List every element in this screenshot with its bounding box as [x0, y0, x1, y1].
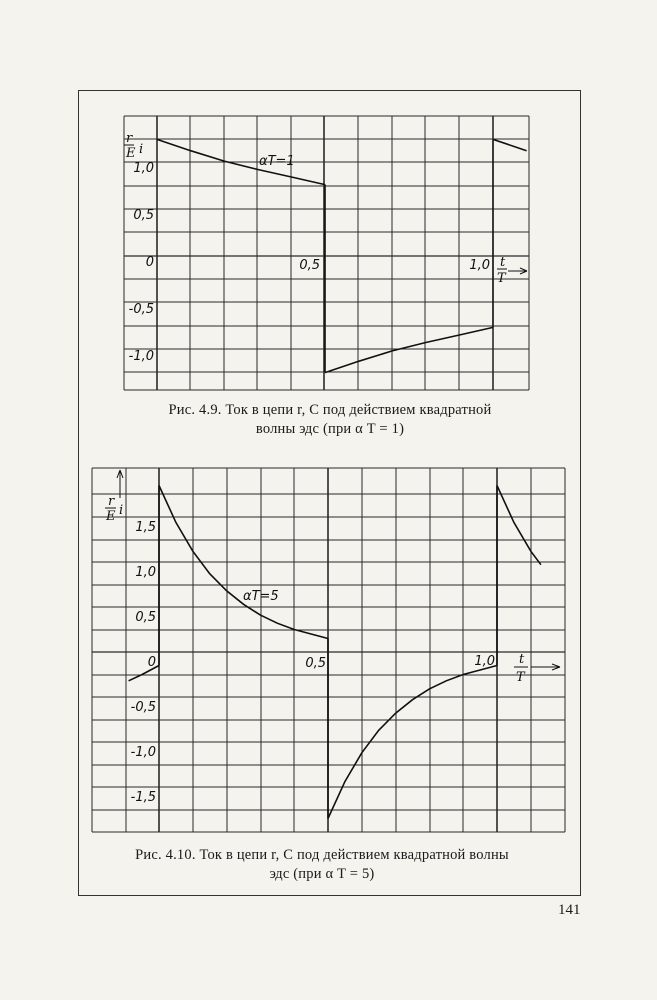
x-axis-label-T: T	[497, 271, 506, 286]
y-tick-label: 0,5	[133, 208, 154, 223]
y-tick-label: -1,5	[130, 790, 156, 805]
x-tick-label: 1,0	[474, 654, 495, 669]
y-tick-label: -1,0	[128, 349, 154, 364]
y-axis-label-E: E	[106, 509, 116, 524]
caption-4-10-line-1: Рис. 4.10. Ток в цепи r, C под действием квадратной волны	[135, 847, 509, 863]
x-axis-label-T: T	[516, 670, 525, 685]
y-axis-label-i: i	[139, 142, 144, 157]
y-tick-label: -0,5	[128, 302, 154, 317]
caption-4-9-line-2: волны эдс (при α T = 1)	[255, 421, 405, 437]
figure-4-10-caption	[92, 846, 552, 884]
curve-label-alphaT: αT=5	[243, 589, 279, 604]
y-axis-label-r: r	[108, 494, 115, 509]
y-tick-label: 0	[147, 655, 156, 670]
caption-4-9-line-1: Рис. 4.9. Ток в цепи r, C под действием квадратной	[168, 402, 492, 418]
curve-label-alphaT: αT=1	[259, 154, 295, 169]
y-tick-label: 1,0	[135, 565, 156, 580]
y-tick-label: -1,0	[130, 745, 156, 760]
y-axis-label-E: E	[126, 146, 136, 161]
caption-4-10-line-2: эдс (при α T = 5)	[269, 866, 375, 882]
y-axis-label-i: i	[119, 503, 124, 518]
x-axis-label-t: t	[500, 255, 506, 270]
y-tick-label: 0,5	[135, 610, 156, 625]
current-curve-3	[497, 486, 541, 565]
y-tick-label: -0,5	[130, 700, 156, 715]
y-axis-label-r: r	[126, 131, 133, 146]
x-axis-label-t: t	[519, 652, 525, 667]
x-tick-label: 1,0	[469, 258, 490, 273]
y-tick-label: 0	[145, 255, 154, 270]
x-tick-label: 0,5	[305, 656, 326, 671]
figure-4-9-caption	[120, 401, 540, 439]
page-number: 141	[558, 902, 581, 918]
y-tick-label: 1,0	[133, 161, 154, 176]
x-tick-label: 0,5	[299, 258, 320, 273]
y-tick-label: 1,5	[135, 520, 156, 535]
